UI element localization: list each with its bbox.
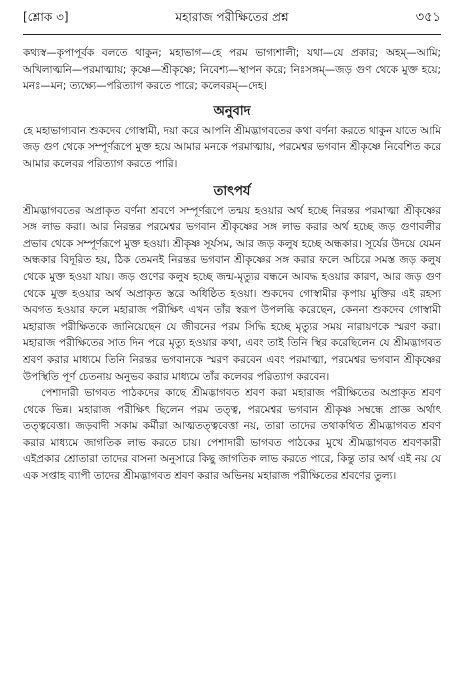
translation-paragraph: হে মহাভাগ্যবান শুকদেব গোস্বামী, দয়া করে আপনি শ্রীমদ্ভাগবতের কথা বর্ণনা করতে থাকুন যাতে আমি জড় গুণ থেকে সম্পূর্ণরূপে মুক্ত হয়ে আমার মনকে পরমাত্মায়, পরমেশ্বর ভগবান শ্রীকৃষ্ণে নিবেশিত করে আমার কলেবর পরিত্যাগ করতে পারি। <box>23 124 441 170</box>
header-rule <box>23 34 441 35</box>
page-number: ৩৫১ <box>415 10 441 25</box>
translation-heading: অনুবাদ <box>213 103 251 119</box>
chapter-title: মহারাজ পরীক্ষিতের প্রশ্ন <box>175 10 289 24</box>
verse-reference: [শ্লোক ৩] <box>23 10 69 24</box>
purport-paragraph: শ্রীমদ্ভাগবতের অপ্রাকৃত বর্ণনা শ্রবণে সম্পূর্ণরূপে তন্ময় হওয়ার অর্থ হচ্ছে নিরন্তর পরমাত্মা শ্রীকৃষ্ণের সঙ্গ লাভ করা। আর নিরন্তর পরমেশ্বর ভগবান শ্রীকৃষ্ণের সঙ্গ লাভ করার অর্থ হচ্ছে জড় গুণাবলীর প্রভাব থেকে সম্পূর্ণরূপে মুক্ত হওয়া। শ্রীকৃষ্ণ সূর্যসম, আর জড় কলুষ হচ্ছে অন্ধকার। সূর্যের উদয়ে যেমন অন্ধকার বিদূরিত হয়, ঠিক তেমনই নিরন্তর ভগবান শ্রীকৃষ্ণের সঙ্গ করার ফলে অচিরে সমস্ত জড় কলুষ থেকে মুক্ত হওয়া যায়। জড় গুণের কলুষ হচ্ছে জন্ম-মৃত্যুর বন্ধনে আবদ্ধ হওয়ার কারণ, আর জড় গুণ থেকে মুক্ত হওয়ার অর্থ অপ্রাকৃত স্তরে অধিষ্ঠিত হওয়া। শুকদেব গোস্বামীর কৃপায় মুক্তির এই রহস্য অবগত হওয়ার ফলে মহারাজ পরীক্ষিৎ এখন তাঁর স্বরূপ উপলব্ধি করেছেন, কেননা শুকদেব গোস্বামী মহারাজ পরীক্ষিতকে জানিয়েছেন যে জীবনের পরম সিদ্ধি হচ্ছে মৃত্যুর সময় নারায়ণকে স্মরণ করা। মহারাজ পরীক্ষিতের সাত দিন পরে মৃত্যু হওয়ার কথা, এবং তাই তিনি স্থির করেছিলেন যে শ্রীমদ্ভাগবত শ্রবণ করার মাধ্যমে তিনি নিরন্তর ভগবানকে স্মরণ করবেন এবং পরমাত্মা, পরমেশ্বর ভগবান শ্রীকৃষ্ণের উপস্থিতি পূর্ণ চেতনায় অনুভব করার মাধ্যমে তাঁর কলেবর পরিত্যাগ করবেন। <box>23 204 441 383</box>
running-header <box>23 10 441 26</box>
purport-paragraph: পেশাদারী ভাগবত পাঠকদের কাছে শ্রীমদ্ভাগবত শ্রবণ করা মহারাজ পরীক্ষিতের অপ্রাকৃত শ্রবণ থেকে ভিন্ন। মহারাজ পরীক্ষিৎ ছিলেন পরম তত্ত্ব, পরমেশ্বর ভগবান শ্রীকৃষ্ণ সম্বন্ধে প্রাজ্ঞ অর্থাৎ তত্ত্ববেত্তা। জড়বাদী সকাম কর্মীরা আত্মতত্ত্ববেত্তা নয়, তারা তাদের তথাকথিত শ্রীমদ্ভাগবত শ্রবণ করার মাধ্যমে জাগতিক লাভ করতে চায়। পেশাদারী ভাগবত পাঠকের মুখে শ্রীমদ্ভাগবত শ্রবণকারী এইপ্রকার শ্রোতারা তাদের বাসনা অনুসারে কিছু জাগতিক লাভ করতে পারে, কিন্তু তার অর্থ এই নয় যে এক সপ্তাহ ব্যাপী তাদের শ্রীমদ্ভাগবত শ্রবণ করার অভিনয় মহারাজ পরীক্ষিতের শ্রবণের তুল্য। <box>23 387 441 483</box>
synonyms-paragraph: কথ্যস্ব—কৃপাপূর্বক বলতে থাকুন; মহাভাগ—হে পরম ভাগ্যশালী; যথা—যে প্রকার; অহম্—আমি; অখিলাত্মনি—পরমাত্মায়; কৃষ্ণে—শ্রীকৃষ্ণে; নিবেশ্য—স্থাপন করে; নিঃসঙ্গম্—জড় গুণ থেকে মুক্ত হয়ে; মনঃ—মন; ত্যক্ষ্যে—পরিত্যাগ করতে পারে; কলেবরম্—দেহ। <box>23 47 441 93</box>
purport-heading: তাৎপর্য <box>213 183 251 199</box>
